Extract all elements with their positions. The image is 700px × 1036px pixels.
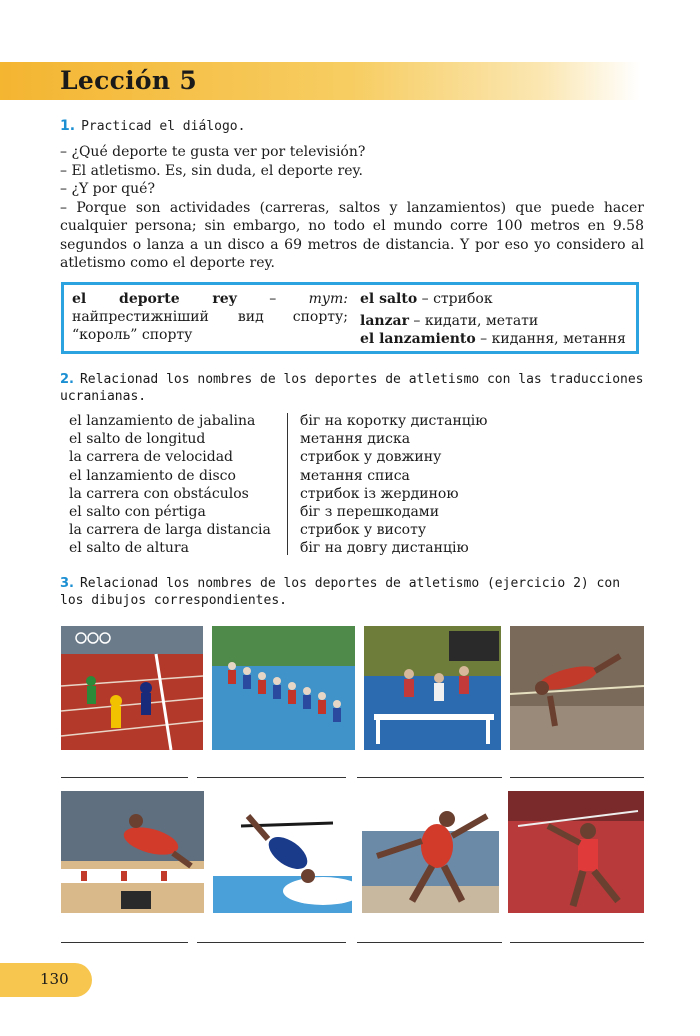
ukrainian-term: біг з перешкодами bbox=[300, 504, 440, 521]
column-divider bbox=[287, 413, 288, 555]
photo-javelin-throw bbox=[508, 791, 644, 913]
vocab-translation: кидання, метання bbox=[491, 331, 626, 347]
spanish-term: el lanzamiento de disco bbox=[69, 467, 236, 484]
dialogue-line: – ¿Qué deporte te gusta ver por televisión? bbox=[60, 144, 366, 160]
ukrainian-term: стрибок із жердиною bbox=[300, 485, 459, 502]
dialogue-line: – ¿Y por qué? bbox=[60, 181, 155, 197]
answer-line[interactable] bbox=[197, 942, 346, 943]
photo-long-distance-run bbox=[212, 626, 355, 750]
exercise-3-instruction: Relacionad los nombres de los deportes de atletismo (ejercicio 2) con los dibujos correspondientes. bbox=[60, 576, 621, 608]
photo-high-jump bbox=[510, 626, 644, 750]
photo-discus-throw bbox=[362, 791, 499, 913]
ukrainian-term: метання диска bbox=[300, 431, 411, 448]
vocab-entry-lanzar bbox=[360, 312, 640, 330]
vocab-entry-salto bbox=[360, 290, 640, 308]
vocab-term: el salto bbox=[360, 291, 418, 307]
vocab-dash: – bbox=[475, 331, 492, 347]
spanish-term: el salto de altura bbox=[69, 540, 189, 557]
spanish-term: el lanzamiento de jabalina bbox=[69, 413, 256, 429]
spanish-term: el salto de longitud bbox=[69, 431, 206, 448]
exercise-2-heading bbox=[60, 371, 644, 405]
spanish-terms-list bbox=[69, 412, 281, 558]
answer-line[interactable] bbox=[357, 942, 502, 943]
dialogue bbox=[60, 143, 644, 273]
ukrainian-term: біг на коротку дистанцію bbox=[300, 413, 488, 429]
exercise-3-number: 3. bbox=[60, 576, 74, 591]
dialogue-line: – El atletismo. Es, sin duda, el deporte rey. bbox=[60, 162, 363, 179]
page-number: 130 bbox=[40, 970, 69, 988]
exercise-1-heading bbox=[60, 118, 245, 135]
exercise-3-heading bbox=[60, 575, 644, 609]
ukrainian-term: стрибок у висоту bbox=[300, 522, 427, 539]
vocab-translation: найпрестижніший вид спорту; “король” спорту bbox=[72, 309, 348, 343]
spanish-term: la carrera de larga distancia bbox=[69, 522, 271, 539]
answer-line[interactable] bbox=[510, 942, 644, 943]
ukrainian-term: біг на довгу дистанцію bbox=[300, 540, 469, 557]
answer-line[interactable] bbox=[61, 777, 188, 778]
vocab-dash: – bbox=[236, 291, 309, 307]
vocab-entry-lanzamiento bbox=[360, 330, 640, 348]
photo-long-jump bbox=[61, 791, 204, 913]
vocab-translation: стрибок bbox=[433, 291, 493, 307]
vocab-right-column bbox=[360, 290, 640, 348]
exercise-2-number: 2. bbox=[60, 372, 74, 387]
vocab-dash: – bbox=[417, 291, 434, 307]
answer-line[interactable] bbox=[510, 777, 644, 778]
exercise-1-number: 1. bbox=[60, 118, 76, 134]
dialogue-line: – Porque son actividades (carreras, saltos y lanzamientos) que puede hacer cualquier persona; sin embargo, no todo el mundo corre 100 metros en 9.58 segundos o lanza a un disco a 69 metros de distancia. Y por eso yo considero al atletismo como el deporte rey. bbox=[60, 199, 644, 271]
answer-line[interactable] bbox=[357, 777, 502, 778]
vocab-term: el deporte rey bbox=[72, 291, 237, 307]
vocab-note: тут: bbox=[308, 291, 349, 307]
lesson-title: Lección 5 bbox=[60, 66, 198, 95]
photo-sprint bbox=[61, 626, 203, 750]
vocab-translation: кидати, метати bbox=[424, 313, 539, 329]
ukrainian-term: стрибок у довжину bbox=[300, 449, 442, 466]
spanish-term: la carrera de velocidad bbox=[69, 449, 234, 466]
exercise-2-instruction: Relacionad los nombres de los deportes de atletismo con las traducciones ucranianas. bbox=[60, 372, 644, 404]
ukrainian-term: метання списа bbox=[300, 467, 410, 484]
vocab-entry-deporte-rey bbox=[72, 290, 348, 344]
answer-line[interactable] bbox=[197, 777, 346, 778]
photo-pole-vault bbox=[213, 791, 352, 913]
vocab-dash: – bbox=[408, 313, 425, 329]
exercise-1-instruction: Practicad el diálogo. bbox=[81, 119, 246, 134]
photo-steeplechase bbox=[364, 626, 501, 750]
vocab-term: lanzar bbox=[360, 313, 409, 329]
answer-line[interactable] bbox=[61, 942, 188, 943]
spanish-term: el salto con pértiga bbox=[69, 504, 206, 521]
spanish-term: la carrera con obstáculos bbox=[69, 485, 249, 502]
ukrainian-terms-list bbox=[300, 412, 560, 558]
vocab-term: el lanzamiento bbox=[360, 331, 476, 347]
vocabulary-box bbox=[61, 282, 639, 354]
